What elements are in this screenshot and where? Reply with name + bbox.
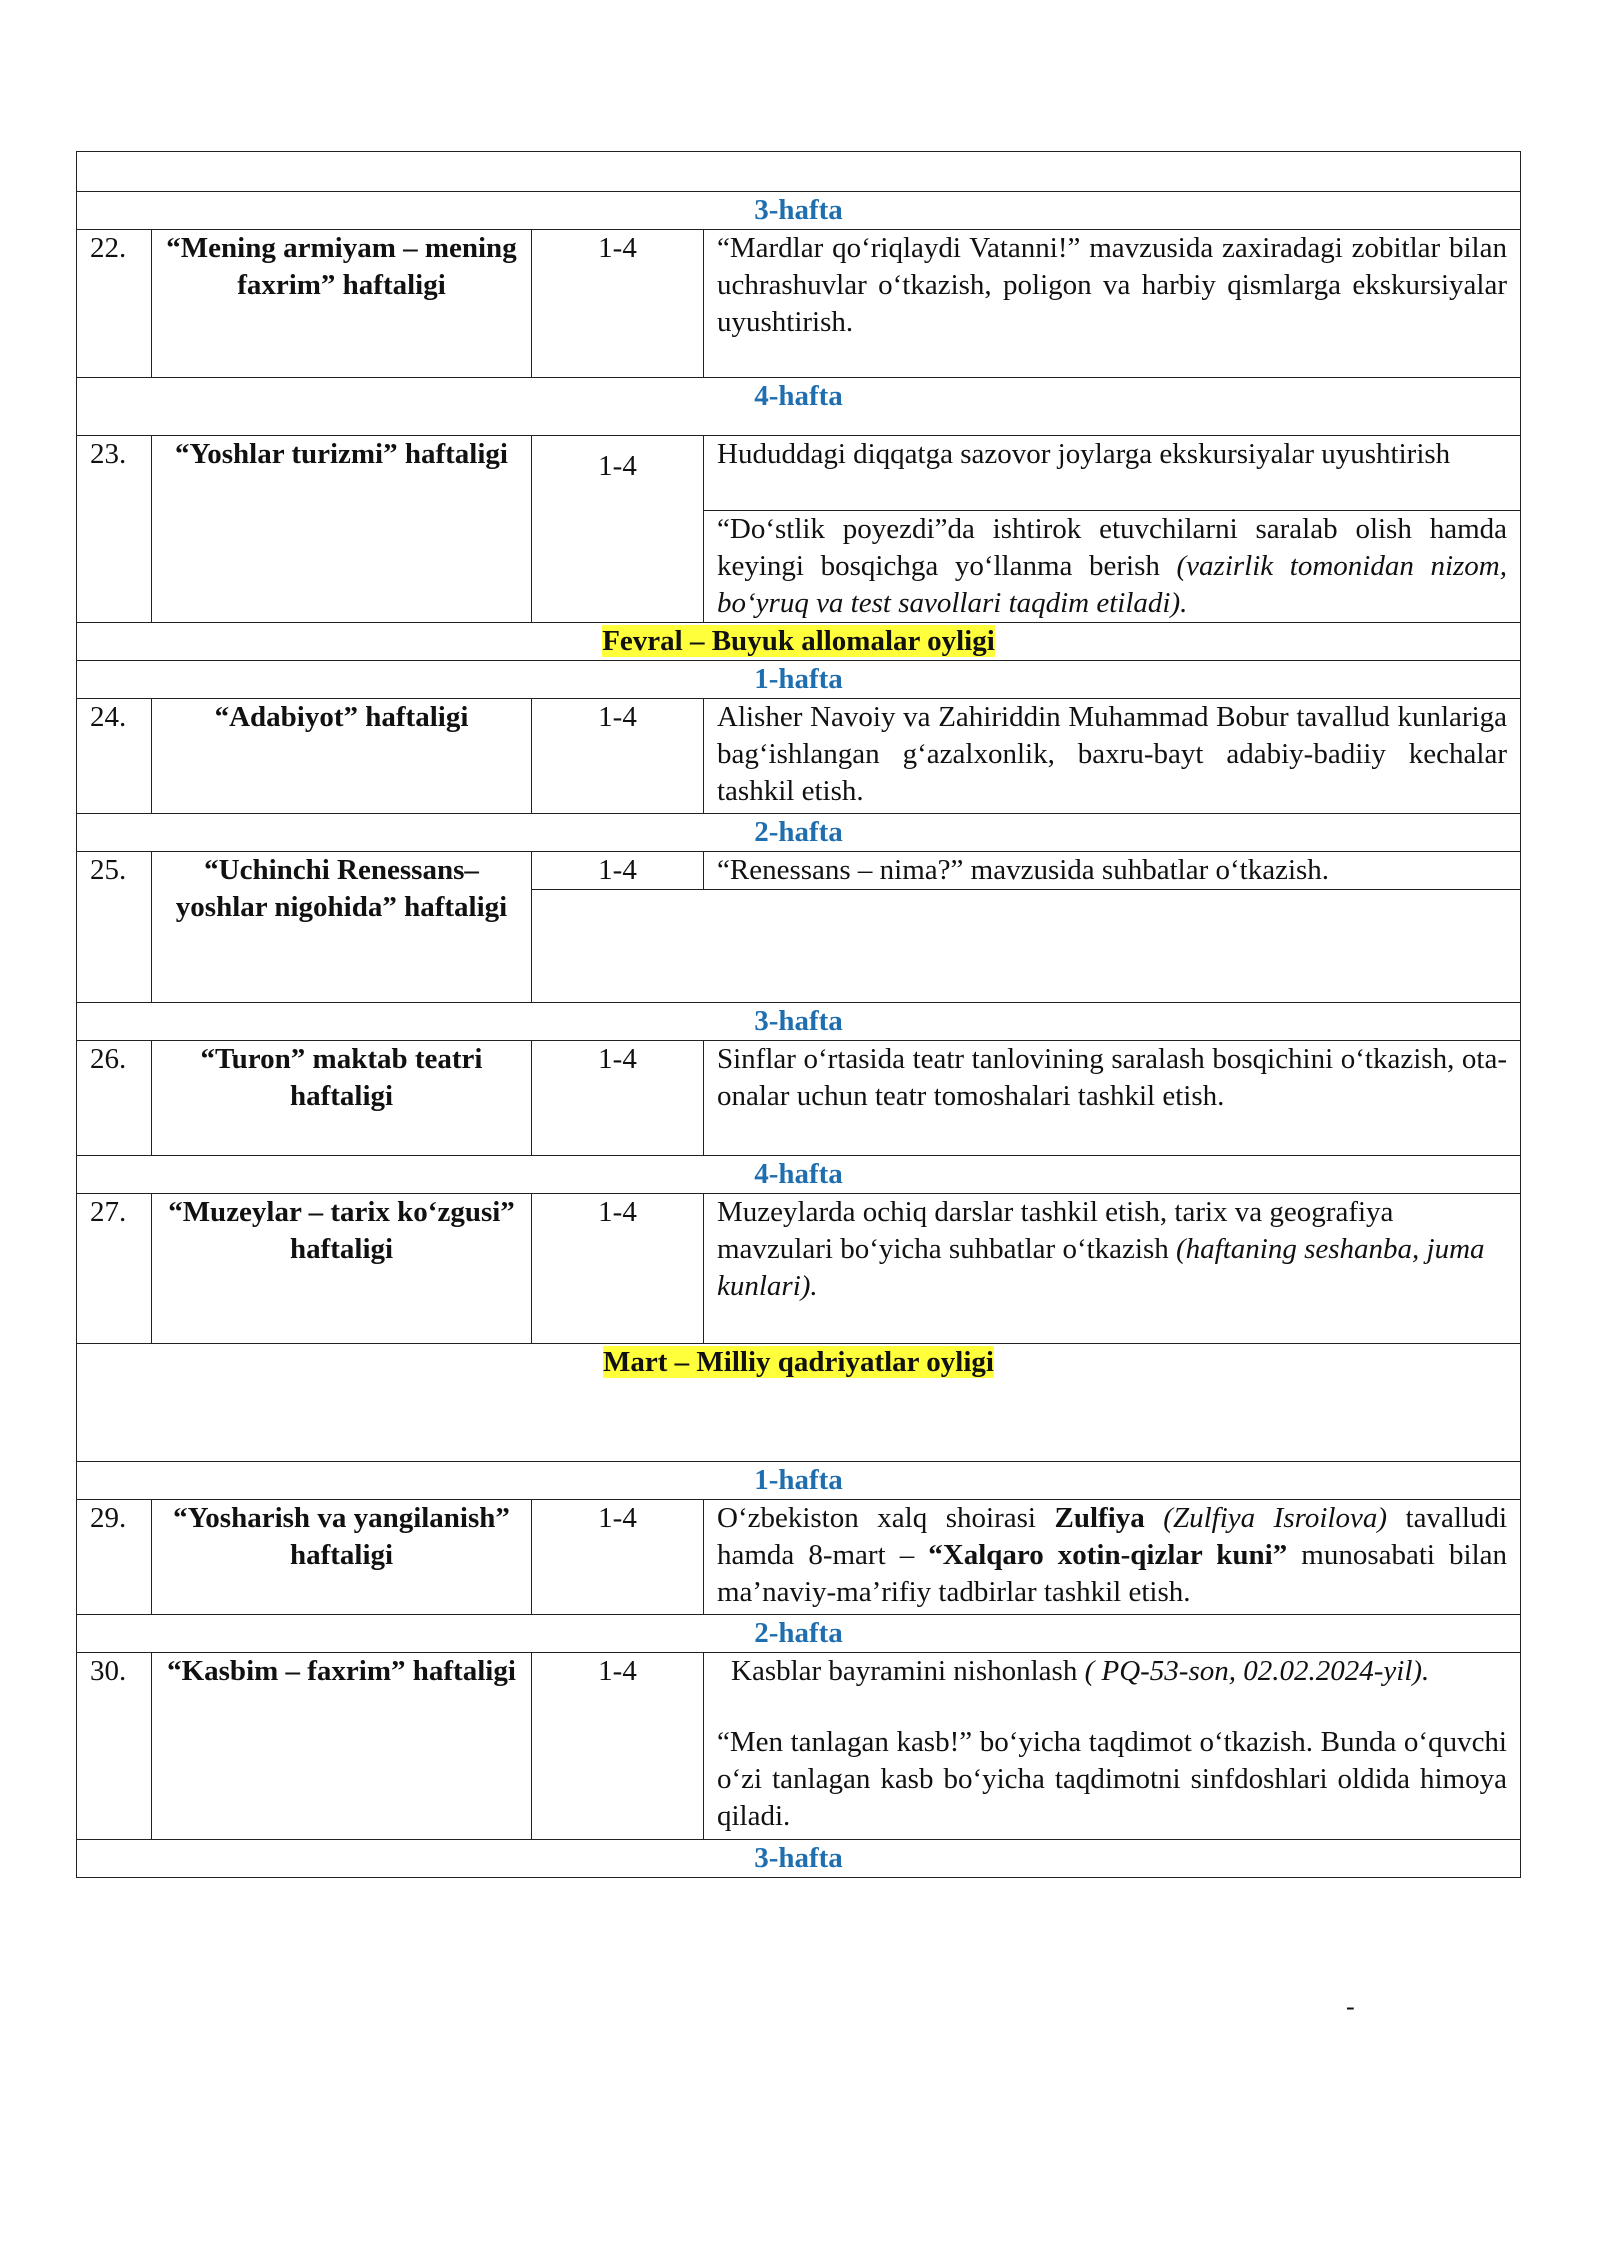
- class-range: 1-4: [532, 699, 704, 814]
- event-name: “Uchinchi Renessans– yoshlar nigohida” haftaligi: [152, 852, 532, 1003]
- description-text: Kasblar bayramini nishonlash: [731, 1655, 1085, 1687]
- description-text: “Do‘stlik poyezdi”da ishtirok etuvchilarni saralab olish hamda keyingi bosqichga yo‘llanma berish: [717, 513, 1507, 582]
- description-note: (vazirlik tomonidan nizom, bo‘yruq va test savollari taqdim etiladi).: [717, 550, 1507, 619]
- week-header-row: [77, 661, 1521, 699]
- row-number: 25.: [77, 852, 152, 1003]
- row-number: 30.: [77, 1653, 152, 1840]
- event-description: [704, 1500, 1521, 1615]
- row-number: 26.: [77, 1041, 152, 1156]
- row-number: 23.: [77, 436, 152, 623]
- week-header-row: [77, 1840, 1521, 1878]
- description-text: tavalludi hamda 8-mart –: [717, 1502, 1507, 1571]
- holiday-name: “Xalqaro xotin-qizlar kuni”: [928, 1539, 1288, 1571]
- poet-name: Zulfiya: [1054, 1502, 1145, 1534]
- month-label: Mart – Milliy qadriyatlar oyligi: [603, 1346, 994, 1378]
- month-label: Fevral – Buyuk allomalar oyligi: [602, 625, 995, 657]
- table-row-25: [77, 852, 1521, 890]
- class-range: 1-4: [532, 1194, 704, 1344]
- description-note: ( PQ-53-son, 02.02.2024-yil).: [1084, 1655, 1430, 1687]
- event-description: “Renessans – nima?” mavzusida suhbatlar o‘tkazish.: [704, 852, 1521, 890]
- week-header-row: [77, 1003, 1521, 1041]
- table-row-22: [77, 230, 1521, 378]
- event-name: “Yosharish va yangilanish” haftaligi: [152, 1500, 532, 1615]
- class-range: 1-4: [532, 436, 704, 623]
- week-header-row: [77, 1615, 1521, 1653]
- event-name: “Kasbim – faxrim” haftaligi: [152, 1653, 532, 1840]
- footer-mark: -: [1346, 1992, 1355, 2021]
- table-row-30: [77, 1653, 1521, 1840]
- event-name: “Adabiyot” haftaligi: [152, 699, 532, 814]
- week-label: 3-hafta: [77, 192, 1521, 230]
- week-label: 1-hafta: [77, 661, 1521, 699]
- table-row-23: [77, 436, 1521, 511]
- description-line: [717, 1653, 1507, 1690]
- class-range: 1-4: [532, 1653, 704, 1840]
- week-label: 2-hafta: [77, 1615, 1521, 1653]
- row-number: 29.: [77, 1500, 152, 1615]
- class-range: 1-4: [532, 852, 704, 890]
- table-row-24: [77, 699, 1521, 814]
- table-row-26: [77, 1041, 1521, 1156]
- week-label: 1-hafta: [77, 1462, 1521, 1500]
- table-row-27: [77, 1194, 1521, 1344]
- empty-top-row: [77, 152, 1521, 192]
- poet-fullname: (Zulfiya Isroilova): [1144, 1502, 1387, 1534]
- row-number: 24.: [77, 699, 152, 814]
- week-label: 3-hafta: [77, 1840, 1521, 1878]
- event-description: [704, 1194, 1521, 1344]
- event-description: [704, 511, 1521, 623]
- class-range: 1-4: [532, 1041, 704, 1156]
- event-name: “Muzeylar – tarix ko‘zgusi” haftaligi: [152, 1194, 532, 1344]
- week-header-row: [77, 378, 1521, 436]
- description-text: Muzeylarda ochiq darslar tashkil etish, tarix va geografiya mavzulari bo‘yicha suhbatlar o‘tkazish: [717, 1196, 1394, 1265]
- description-text: munosabati bilan ma’naviy-ma’rifiy tadbirlar tashkil etish.: [717, 1539, 1508, 1608]
- event-description: Hududdagi diqqatga sazovor joylarga ekskursiyalar uyushtirish: [704, 436, 1521, 511]
- week-label: 3-hafta: [77, 1003, 1521, 1041]
- description-line: “Men tanlagan kasb!” bo‘yicha taqdimot o‘tkazish. Bunda o‘quvchi o‘zi tanlagan kasb bo‘yicha taqdimotni sinfdoshlari oldida himoya qiladi.: [717, 1726, 1507, 1832]
- week-label: 4-hafta: [77, 378, 1521, 436]
- event-name: “Yoshlar turizmi” haftaligi: [152, 436, 532, 623]
- week-header-row: [77, 192, 1521, 230]
- description-note: (haftaning seshanba, juma kunlari).: [717, 1233, 1485, 1302]
- month-header-row: [77, 1344, 1521, 1462]
- event-description: Sinflar o‘rtasida teatr tanlovining saralash bosqichini o‘tkazish, ota-onalar uchun teatr tomoshalari tashkil etish.: [704, 1041, 1521, 1156]
- month-header-row: [77, 623, 1521, 661]
- week-header-row: [77, 1156, 1521, 1194]
- week-header-row: [77, 814, 1521, 852]
- class-range: 1-4: [532, 230, 704, 378]
- row-number: 27.: [77, 1194, 152, 1344]
- plan-table: [76, 151, 1521, 1878]
- event-description: [704, 1653, 1521, 1840]
- empty-cell: [532, 890, 1521, 1003]
- event-name: “Mening armiyam – mening faxrim” haftaligi: [152, 230, 532, 378]
- event-description: “Mardlar qo‘riqlaydi Vatanni!” mavzusida zaxiradagi zobitlar bilan uchrashuvlar o‘tkazish, poligon va harbiy qismlarga ekskursiyalar uyushtirish.: [704, 230, 1521, 378]
- description-text: O‘zbekiston xalq shoirasi: [717, 1502, 1055, 1534]
- event-name: “Turon” maktab teatri haftaligi: [152, 1041, 532, 1156]
- class-range: 1-4: [532, 1500, 704, 1615]
- table-row-29: [77, 1500, 1521, 1615]
- week-label: 4-hafta: [77, 1156, 1521, 1194]
- row-number: 22.: [77, 230, 152, 378]
- event-description: Alisher Navoiy va Zahiriddin Muhammad Bobur tavallud kunlariga bag‘ishlangan g‘azalxonlik, baxru-bayt adabiy-badiiy kechalar tashkil etish.: [704, 699, 1521, 814]
- week-label: 2-hafta: [77, 814, 1521, 852]
- week-header-row: [77, 1462, 1521, 1500]
